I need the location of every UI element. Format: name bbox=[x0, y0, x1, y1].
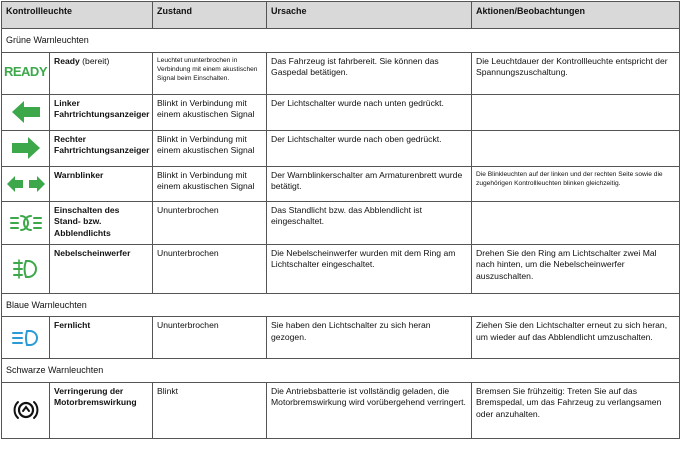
section-title-blue: Blaue Warnleuchten bbox=[2, 293, 680, 317]
arrow-left-icon bbox=[11, 100, 41, 124]
motor-brake-icon bbox=[12, 396, 40, 424]
ready-icon bbox=[2, 52, 50, 94]
row-action: Ziehen Sie den Lichtschalter erneut zu sich heran, um wieder auf das Abblendlicht umzuschalten. bbox=[472, 317, 680, 359]
row-state: Ununterbrochen bbox=[153, 201, 267, 244]
row-cause: Sie haben den Lichtschalter zu sich heran gezogen. bbox=[267, 317, 472, 359]
row-name: Warnblinker bbox=[50, 166, 153, 201]
table-header-row bbox=[2, 2, 680, 29]
row-state: Blinkt bbox=[153, 382, 267, 438]
row-cause: Das Standlicht bzw. das Abblendlicht ist eingeschaltet. bbox=[267, 201, 472, 244]
table-row bbox=[2, 94, 680, 130]
table-row bbox=[2, 130, 680, 166]
table-row bbox=[2, 317, 680, 359]
ready-icon-label: READY bbox=[3, 64, 47, 80]
row-state: Leuchtet ununterbrochen in Verbindung mit einem akustischen Signal beim Einschalten. bbox=[153, 52, 267, 94]
row-state: Blinkt in Verbindung mit einem akustischen Signal bbox=[153, 94, 267, 130]
row-cause: Das Fahrzeug ist fahrbereit. Sie können das Gaspedal betätigen. bbox=[267, 52, 472, 94]
row-cause: Die Nebelscheinwerfer wurden mit dem Ring am Lichtschalter eingeschaltet. bbox=[267, 244, 472, 293]
header-kontrollleuchte: Kontrollleuchte bbox=[2, 2, 153, 29]
parking-light-icon bbox=[9, 213, 43, 233]
row-action bbox=[472, 130, 680, 166]
section-blue bbox=[2, 293, 680, 317]
header-ursache: Ursache bbox=[267, 2, 472, 29]
section-title-black: Schwarze Warnleuchten bbox=[2, 359, 680, 383]
fog-light-icon bbox=[12, 258, 40, 280]
row-state: Ununterbrochen bbox=[153, 317, 267, 359]
row-name: Einschalten des Stand- bzw. Abblendlichts bbox=[50, 201, 153, 244]
table-row bbox=[2, 166, 680, 201]
section-green bbox=[2, 29, 680, 53]
row-action bbox=[472, 94, 680, 130]
row-cause: Der Lichtschalter wurde nach oben gedrückt. bbox=[267, 130, 472, 166]
table-row bbox=[2, 244, 680, 293]
row-state: Blinkt in Verbindung mit einem akustischen Signal bbox=[153, 166, 267, 201]
row-cause: Der Lichtschalter wurde nach unten gedrückt. bbox=[267, 94, 472, 130]
row-name: Nebelscheinwerfer bbox=[50, 244, 153, 293]
row-name: Fernlicht bbox=[50, 317, 153, 359]
row-state: Ununterbrochen bbox=[153, 244, 267, 293]
row-action: Die Leuchtdauer der Kontrollleuchte entspricht der Spannungszuschaltung. bbox=[472, 52, 680, 94]
header-zustand: Zustand bbox=[153, 2, 267, 29]
row-action: Drehen Sie den Ring am Lichtschalter zwei Mal nach hinten, um die Nebelscheinwerfer auszuschalten. bbox=[472, 244, 680, 293]
row-name: Verringerung der Motorbremswirkung bbox=[50, 382, 153, 438]
hazard-arrows-icon bbox=[6, 174, 46, 194]
header-aktionen: Aktionen/Beobachtungen bbox=[472, 2, 680, 29]
row-name: Linker Fahrtrichtungsanzeiger bbox=[50, 94, 153, 130]
row-cause: Der Warnblinkerschalter am Armaturenbrett wurde betätigt. bbox=[267, 166, 472, 201]
warning-lights-table bbox=[1, 1, 680, 439]
row-action: Bremsen Sie frühzeitig: Treten Sie auf das Bremspedal, um das Fahrzeug zu verlangsamen oder anzuhalten. bbox=[472, 382, 680, 438]
row-name: Ready (bereit) bbox=[50, 52, 153, 94]
table-row bbox=[2, 382, 680, 438]
row-action: Die Blinkleuchten auf der linken und der rechten Seite sowie die zugehörigen Kontrollleuchten blinken gleichzeitig. bbox=[472, 166, 680, 201]
row-cause: Die Antriebsbatterie ist vollständig geladen, die Motorbremswirkung wird vorübergehend verringert. bbox=[267, 382, 472, 438]
table-row bbox=[2, 201, 680, 244]
table-row bbox=[2, 52, 680, 94]
section-title-green: Grüne Warnleuchten bbox=[2, 29, 680, 53]
row-name: Rechter Fahrtrichtungsanzeiger bbox=[50, 130, 153, 166]
high-beam-icon bbox=[11, 329, 41, 347]
row-state: Blinkt in Verbindung mit einem akustischen Signal bbox=[153, 130, 267, 166]
row-action bbox=[472, 201, 680, 244]
arrow-right-icon bbox=[11, 136, 41, 160]
section-black bbox=[2, 359, 680, 383]
